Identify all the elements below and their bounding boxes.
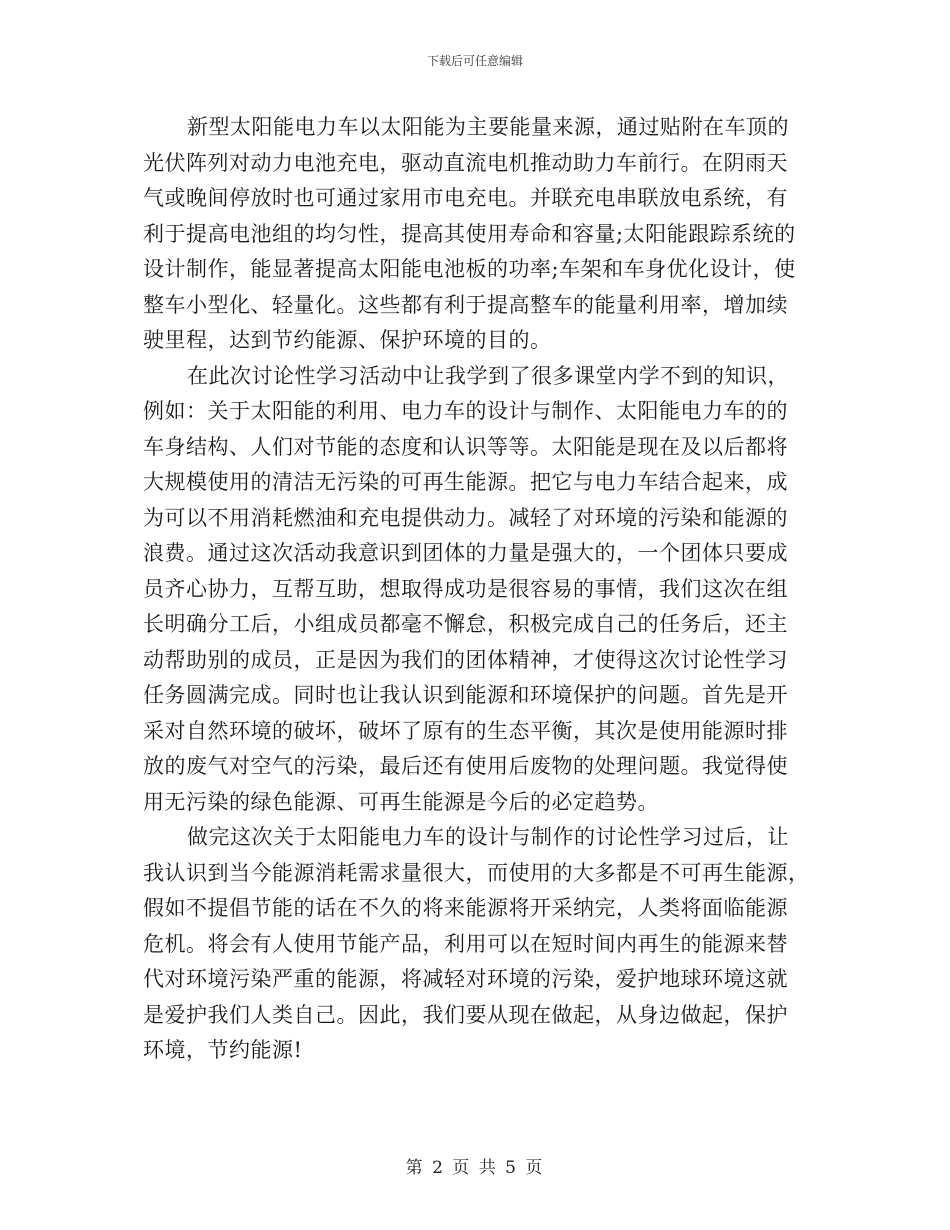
body-text xyxy=(143,110,810,1069)
paragraph-3-line-2: 我认识到当今能源消耗需求量很大，而使用的大多都是不可再生能源， xyxy=(143,860,810,885)
paragraph-2-line-3: 车身结构、人们对节能的态度和认识等等。太阳能是现在及以后都将 xyxy=(143,434,788,459)
paragraph-2-line-13: 用无污染的绿色能源、可再生能源是今后的必定趋势。 xyxy=(143,789,659,814)
paragraph-3-line-7: 环境，节约能源! xyxy=(143,1038,303,1062)
paragraph-2-line-11: 采对自然环境的破坏，破坏了原有的生态平衡，其次是使用能源时排 xyxy=(143,718,788,743)
paragraph-2-line-5: 为可以不用消耗燃油和充电提供动力。减轻了对环境的污染和能源的 xyxy=(143,505,788,530)
paragraph-2-line-10: 任务圆满完成。同时也让我认识到能源和环境保护的问题。首先是开 xyxy=(143,683,788,707)
paragraph-1-line-7: 驶里程，达到节约能源、保护环境的目的。 xyxy=(143,328,552,352)
paragraph-1-line-4: 利于提高电池组的均匀性，提高其使用寿命和容量;太阳能跟踪系统的 xyxy=(143,221,796,246)
paragraph-2-line-2: 例如：关于太阳能的利用、电力车的设计与制作、太阳能电力车的的 xyxy=(143,399,788,423)
paragraph-1-line-1: 新型太阳能电力车以太阳能为主要能量来源，通过贴附在车顶的 xyxy=(187,115,789,139)
header-note: 下载后可任意编辑 xyxy=(426,54,523,68)
paragraph-2-line-6: 浪费。通过这次活动我意识到团体的力量是强大的，一个团体只要成 xyxy=(143,541,788,565)
paragraph-2-line-4: 大规模使用的清洁无污染的可再生能源。把它与电力车结合起来，成 xyxy=(143,470,788,494)
paragraph-3-line-6: 是爱护我们人类自己。因此，我们要从现在做起，从身边做起，保护 xyxy=(143,1002,788,1027)
paragraph-2-line-8: 长明确分工后，小组成员都毫不懈怠，积极完成自己的任务后，还主 xyxy=(143,612,788,636)
paragraph-2-line-1: 在此次讨论性学习活动中让我学到了很多课堂内学不到的知识， xyxy=(187,363,789,388)
paragraph-2-line-7: 员齐心协力，互帮互助，想取得成功是很容易的事情，我们这次在组 xyxy=(143,576,788,601)
paragraph-3-line-3: 假如不提倡节能的话在不久的将来能源将开采纳完，人类将面临能源 xyxy=(143,896,788,920)
paragraph-3-line-4: 危机。将会有人使用节能产品，利用可以在短时间内再生的能源来替 xyxy=(143,931,788,956)
paragraph-1-line-3: 气或晚间停放时也可通过家用市电充电。并联充电串联放电系统，有 xyxy=(143,186,788,210)
paragraph-3-line-5: 代对环境污染严重的能源，将减轻对环境的污染，爱护地球环境这就 xyxy=(143,967,788,991)
paragraph-1-line-6: 整车小型化、轻量化。这些都有利于提高整车的能量利用率，增加续 xyxy=(143,292,788,317)
paragraph-1-line-5: 设计制作，能显著提高太阳能电池板的功率;车架和车身优化设计，使 xyxy=(143,257,796,281)
paragraph-3-line-1: 做完这次关于太阳能电力车的设计与制作的讨论性学习过后，让 xyxy=(187,825,789,849)
paragraph-1-line-2: 光伏阵列对动力电池充电，驱动直流电机推动助力车前行。在阴雨天 xyxy=(143,150,788,175)
paragraph-2-line-9: 动帮助别的成员，正是因为我们的团体精神，才使得这次讨论性学习 xyxy=(143,647,788,672)
paragraph-2-line-12: 放的废气对空气的污染，最后还有使用后废物的处理问题。我觉得使 xyxy=(143,754,788,778)
page-number: 第 2 页 共 5 页 xyxy=(405,1158,545,1178)
